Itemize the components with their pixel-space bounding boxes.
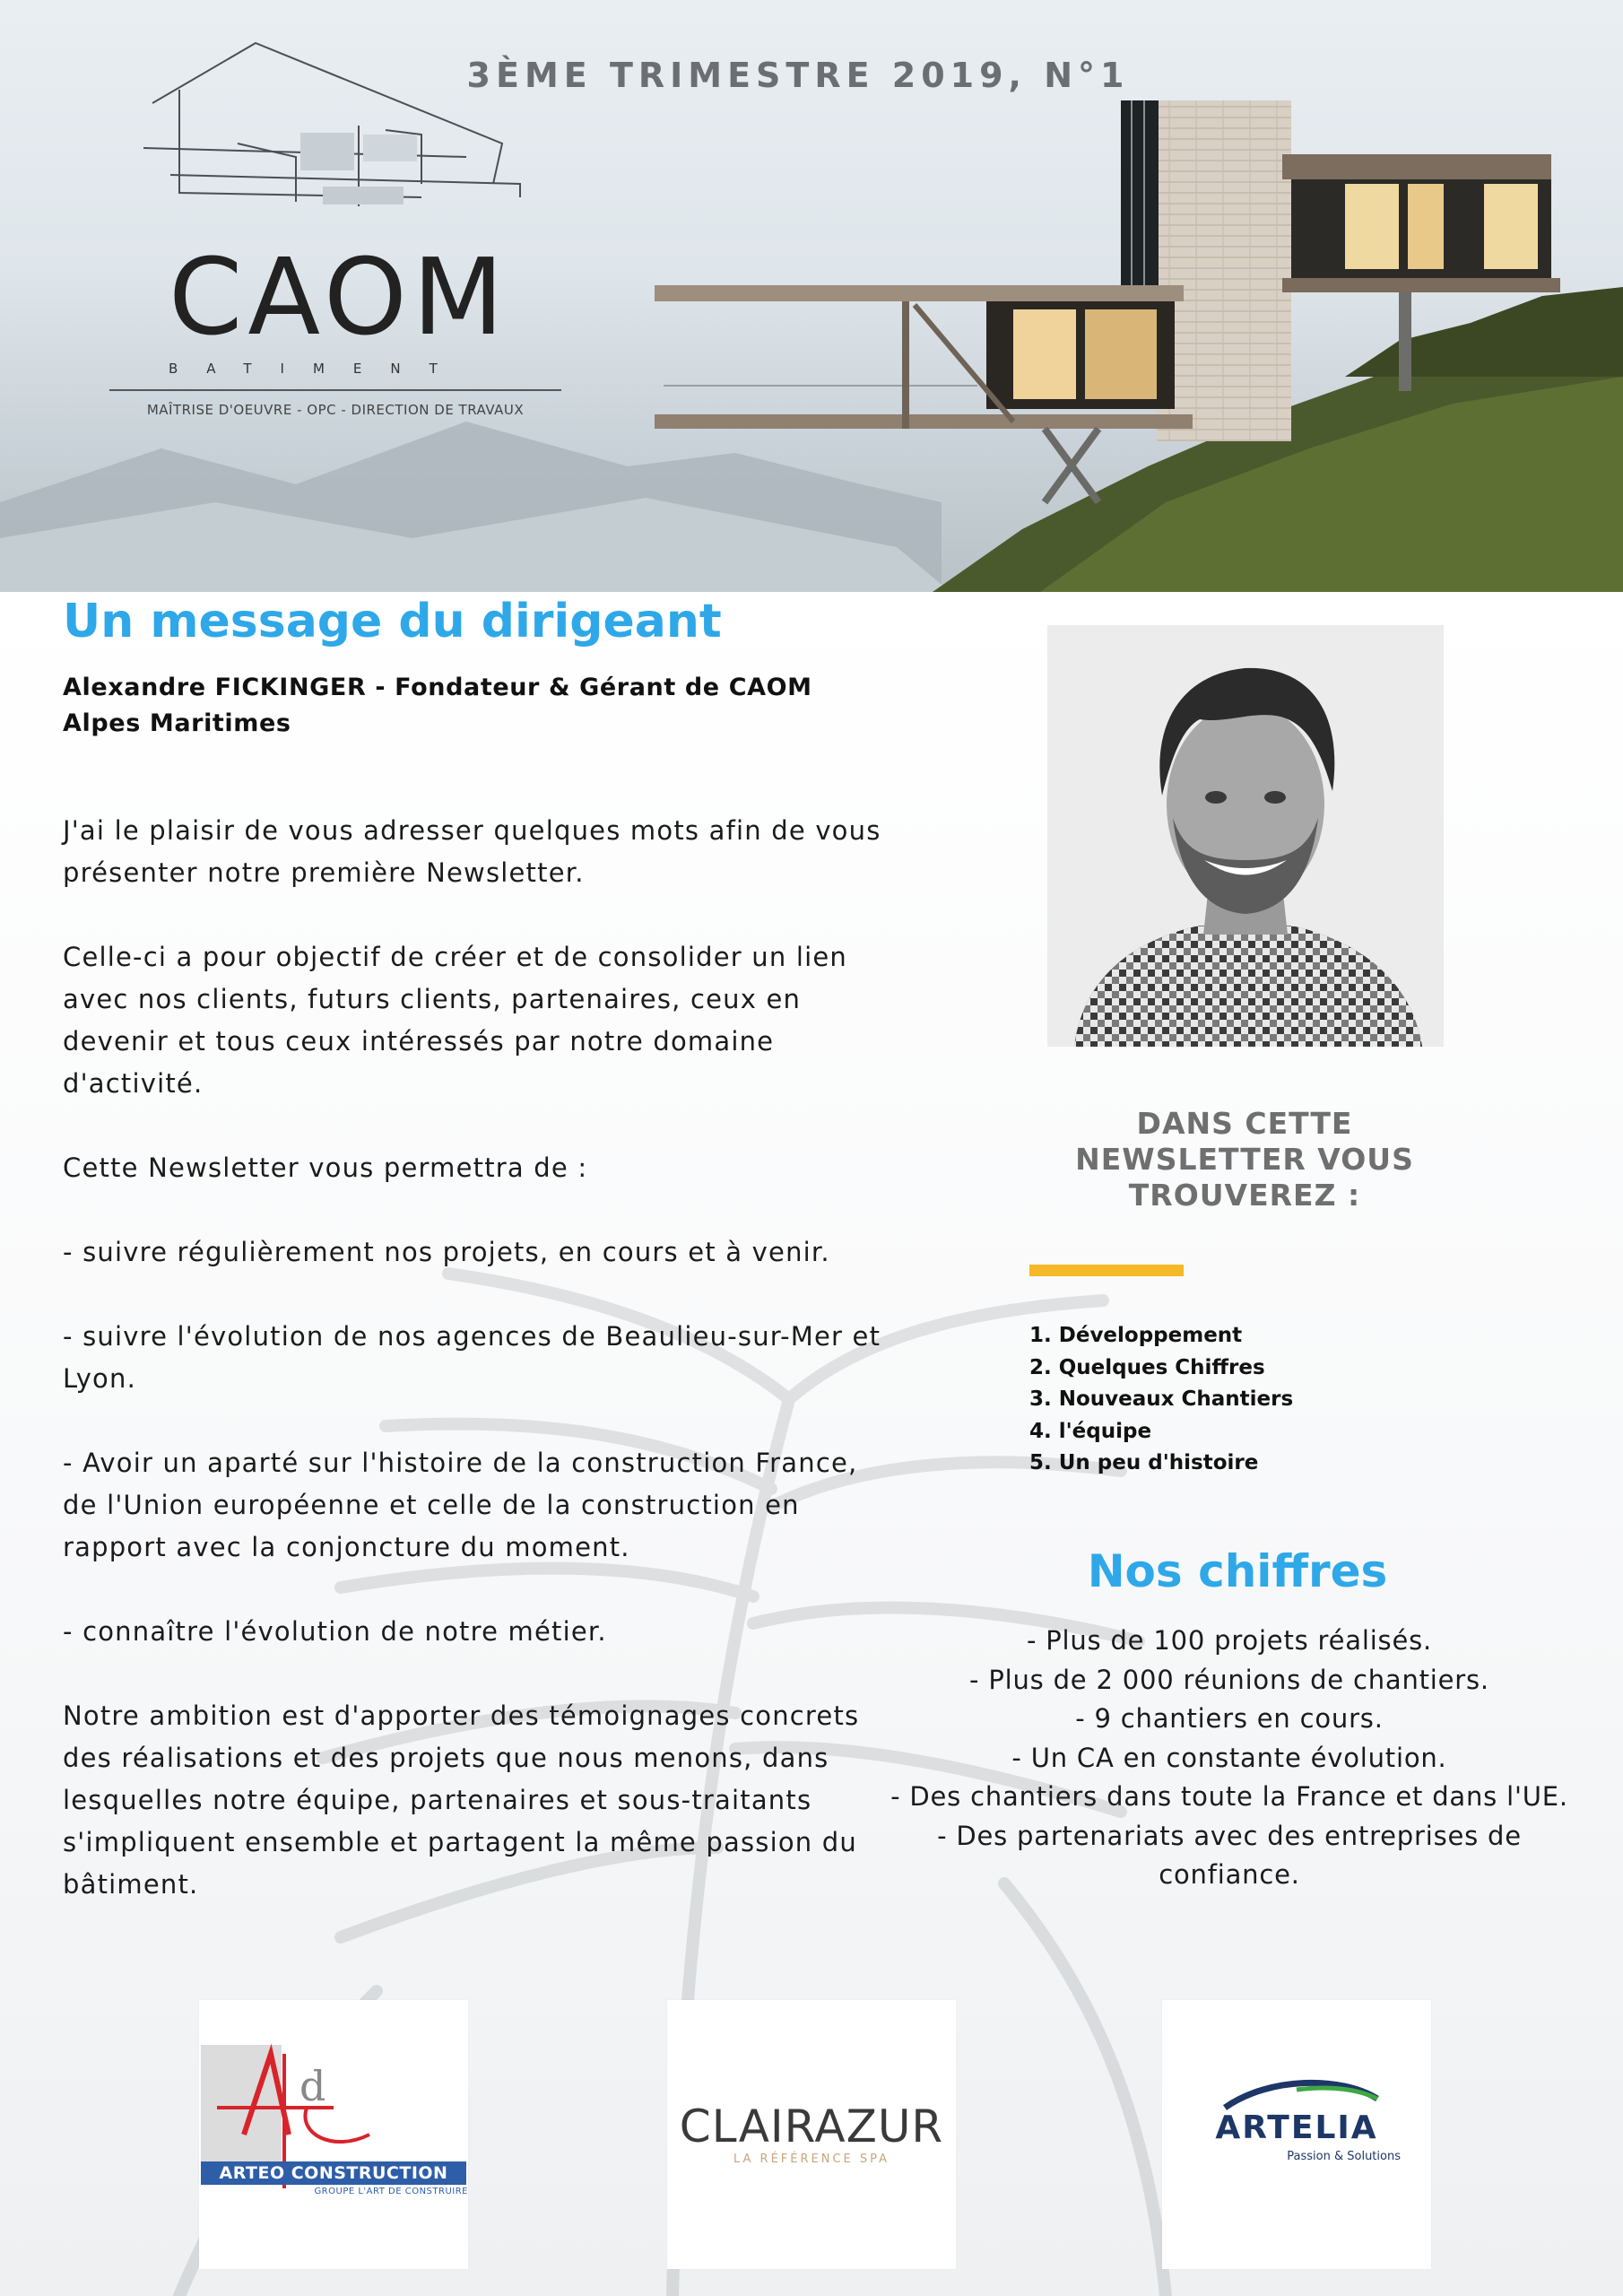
svg-text:d: d: [299, 2062, 326, 2110]
founder-portrait: [1047, 625, 1444, 1047]
arteo-name: ARTEO CONSTRUCTION: [201, 2161, 466, 2185]
figure-item: - Des partenariats avec des entreprises de confiance.: [937, 1820, 1522, 1890]
figure-item: - Un CA en constante évolution.: [1011, 1742, 1447, 1773]
partner-logo-arteo: [199, 2000, 468, 2269]
letter-paragraph: - Avoir un aparté sur l'histoire de la construction France, de l'Union européenne et celle de la construction en rapport avec la conjoncture du moment.: [63, 1448, 858, 1562]
arteo-subtitle: GROUPE L'ART DE CONSTRUIRE: [314, 2187, 468, 2196]
toc-item: 2. Quelques Chiffres: [1029, 1355, 1265, 1379]
letter-paragraph: - connaître l'évolution de notre métier.: [63, 1616, 607, 1647]
newsletter-body: [0, 592, 1623, 2296]
letter-paragraph: Cette Newsletter vous permettra de :: [63, 1152, 588, 1183]
caom-logo-tagline: MAÎTRISE D'OEUVRE - OPC - DIRECTION DE TRAVAUX: [146, 402, 525, 418]
message-letter: [63, 810, 888, 1948]
message-title: Un message du dirigeant: [63, 595, 722, 648]
figures-title: Nos chiffres: [1087, 1545, 1388, 1597]
partner-logo-clairazur: [667, 2000, 956, 2269]
author-line-2: Alpes Maritimes: [63, 709, 291, 737]
figure-item: - Plus de 100 projets réalisés.: [1026, 1625, 1433, 1656]
issue-label: 3ÈME TRIMESTRE 2019, N°1: [466, 56, 1130, 95]
clairazur-name: CLAIRAZUR: [679, 2100, 944, 2152]
toc-item: 5. Un peu d'histoire: [1029, 1451, 1259, 1474]
toc-item: 1. Développement: [1029, 1324, 1243, 1347]
figure-item: - Plus de 2 000 réunions de chantiers.: [969, 1664, 1489, 1695]
arteo-logo-mark: [199, 2000, 468, 2269]
toc-accent-bar: [1029, 1265, 1184, 1276]
hero-banner: [0, 0, 1623, 592]
caom-logo-subtitle: BATIMENT: [169, 361, 466, 377]
figures-list: [882, 1622, 1576, 1895]
toc-title: DANS CETTE NEWSLETTER VOUS TROUVEREZ :: [1075, 1106, 1414, 1213]
artelia-name: ARTELIA: [1215, 2109, 1378, 2146]
letter-paragraph: Notre ambition est d'apporter des témoignages concrets des réalisations et des projets que nous menons, dans lesquelles notre équipe, partenaires et sous-traitants s'impliquent ensemble et partagent la même passion du bâtiment.: [63, 1700, 860, 1900]
letter-paragraph: - suivre l'évolution de nos agences de Beaulieu-sur-Mer et Lyon.: [63, 1321, 881, 1394]
figure-item: - Des chantiers dans toute la France et dans l'UE.: [890, 1781, 1568, 1812]
toc-item: 4. l'équipe: [1029, 1419, 1152, 1443]
caom-logo-word: CAOM: [169, 235, 509, 359]
letter-paragraph: - suivre régulièrement nos projets, en cours et à venir.: [63, 1237, 830, 1267]
clairazur-subtitle: LA RÉFÉRENCE SPA: [733, 2152, 890, 2166]
toc-item: 3. Nouveaux Chantiers: [1029, 1387, 1294, 1411]
letter-paragraph: J'ai le plaisir de vous adresser quelques mots afin de vous présenter notre première Newsletter.: [63, 815, 881, 888]
partner-logo-artelia: [1162, 2000, 1431, 2269]
toc-list: [1029, 1320, 1460, 1480]
logo-divider: [109, 389, 561, 391]
author-credit: [63, 670, 870, 742]
author-line-1: Alexandre FICKINGER - Fondateur & Gérant de CAOM: [63, 674, 812, 701]
artelia-subtitle: Passion & Solutions: [1287, 2150, 1401, 2163]
figure-item: - 9 chantiers en cours.: [1075, 1703, 1384, 1734]
portrait-illustration: [1047, 625, 1444, 1047]
letter-paragraph: Celle-ci a pour objectif de créer et de consolider un lien avec nos clients, futurs clients, partenaires, ceux en devenir et tous ceux intéressés par notre domaine d'activité.: [63, 942, 848, 1099]
